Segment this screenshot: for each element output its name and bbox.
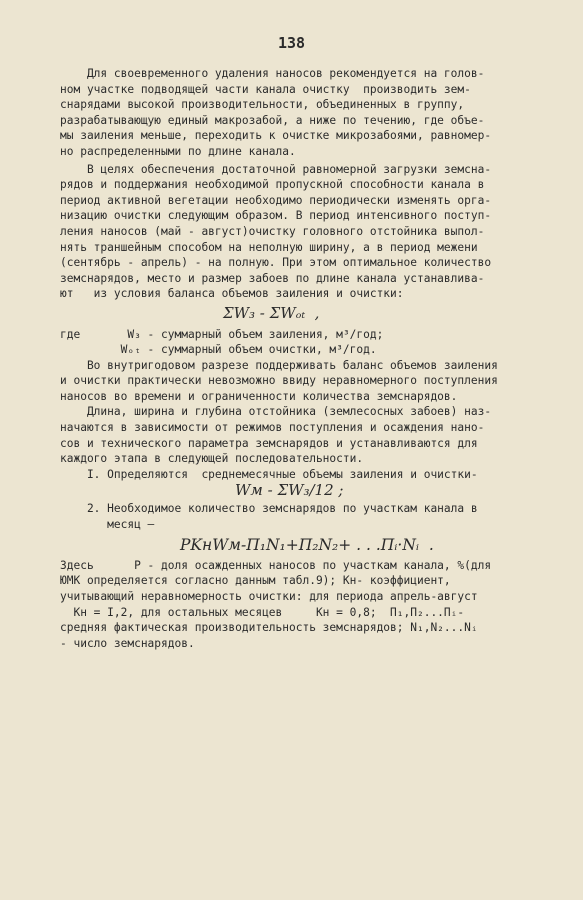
text-line: - число земснарядов. xyxy=(60,636,195,650)
text-line: мы заиления меньше, переходить к очистке микрозабоями, равномер- xyxy=(60,129,492,143)
text-line: Длина, ширина и глубина отстойника (землесосных забоев) наз- xyxy=(60,405,492,419)
text-line: и очистки практически невозможно ввиду неравномерного поступления xyxy=(60,374,498,388)
paragraph-3 xyxy=(60,358,540,405)
text-line: земснарядов, место и размер забоев по длине канала устанавлива- xyxy=(60,271,485,285)
text-line: сов и технического параметра земснарядов и устанавливаются для xyxy=(60,436,478,450)
text-line: низацию очистки следующим образом. В период интенсивного поступ- xyxy=(60,209,492,223)
text-line: наносов во времени и ограниченности количества земснарядов. xyxy=(60,389,458,403)
page-body xyxy=(60,66,540,651)
page-number: 138 xyxy=(277,34,306,52)
text-line: период активной вегетации необходимо периодически изменять орга- xyxy=(60,193,492,207)
text-line: но распределенными по длине канала. xyxy=(60,144,296,158)
text-line: (сентябрь - апрель) - на полную. При этом оптимальное количество xyxy=(60,256,492,270)
text-line: средняя фактическая производительность земснарядов; N₁,N₂...Nᵢ xyxy=(60,621,478,635)
text-line: разрабатывающую единый макрозабой, а ниже по течению, где объе- xyxy=(60,113,485,127)
text-line: где W₃ - суммарный объем заиления, м³/год; xyxy=(60,327,384,341)
text-line: Wₒₜ - суммарный объем очистки, м³/год. xyxy=(60,343,377,357)
balance-formula: ΣW₃ - ΣWₒₜ , xyxy=(223,303,320,322)
text-line: ном участке подводящей части канала очистку производить зем- xyxy=(60,82,471,96)
text-line: В целях обеспечения достаточной равномерной загрузки земсна- xyxy=(60,162,492,176)
text-line: ления наносов (май - август)очистку головного отстойника выпол- xyxy=(60,224,485,238)
text-line: I. Определяются среднемесячные объемы заиления и очистки- xyxy=(60,467,478,481)
text-line: ЮМК определяется согласно данным табл.9); Kн- коэффициент, xyxy=(60,574,451,588)
text-line: ют из условия баланса объемов заиления и очистки: xyxy=(60,287,404,301)
text-line: Во внутригодовом разрезе поддерживать баланс объемов заиления xyxy=(60,358,498,372)
text-line: Kн = I,2, для остальных месяцев Kн = 0,8; П₁,П₂...Пᵢ- xyxy=(60,605,465,619)
text-line: нять траншейным способом на неполную ширину, а в период межени xyxy=(60,240,478,254)
text-line: снарядами высокой производительности, объединенных в группу, xyxy=(60,98,465,112)
text-line: рядов и поддержания необходимой пропускной способности канала в xyxy=(60,178,485,192)
item-2 xyxy=(60,501,540,532)
paragraph-2 xyxy=(60,162,540,302)
text-line: Здесь P - доля осажденных наносов по участкам канала, %(для xyxy=(60,558,492,572)
paragraph-4 xyxy=(60,404,540,482)
text-line: Для своевременного удаления наносов рекомендуется на голов- xyxy=(60,67,485,80)
text-line: 2. Необходимое количество земснарядов по участкам канала в xyxy=(60,502,478,516)
text-line: начаются в зависимости от режимов поступления и осаждения нано- xyxy=(60,421,485,435)
text-line: месяц — xyxy=(60,517,155,531)
monthly-volume-formula: Wм - ΣW₃/12 ; xyxy=(235,481,344,500)
paragraph-5 xyxy=(60,558,540,652)
dredger-count-formula: PKнWм-П₁N₁+П₂N₂+ . . .Пᵢ·Nᵢ . xyxy=(180,536,434,555)
formula-legend xyxy=(60,327,540,358)
text-line: учитывающий неравномерность очистки: для периода апрель-август xyxy=(60,590,478,603)
text-line: каждого этапа в следующей последовательности. xyxy=(60,452,364,466)
paragraph-1 xyxy=(60,66,540,160)
